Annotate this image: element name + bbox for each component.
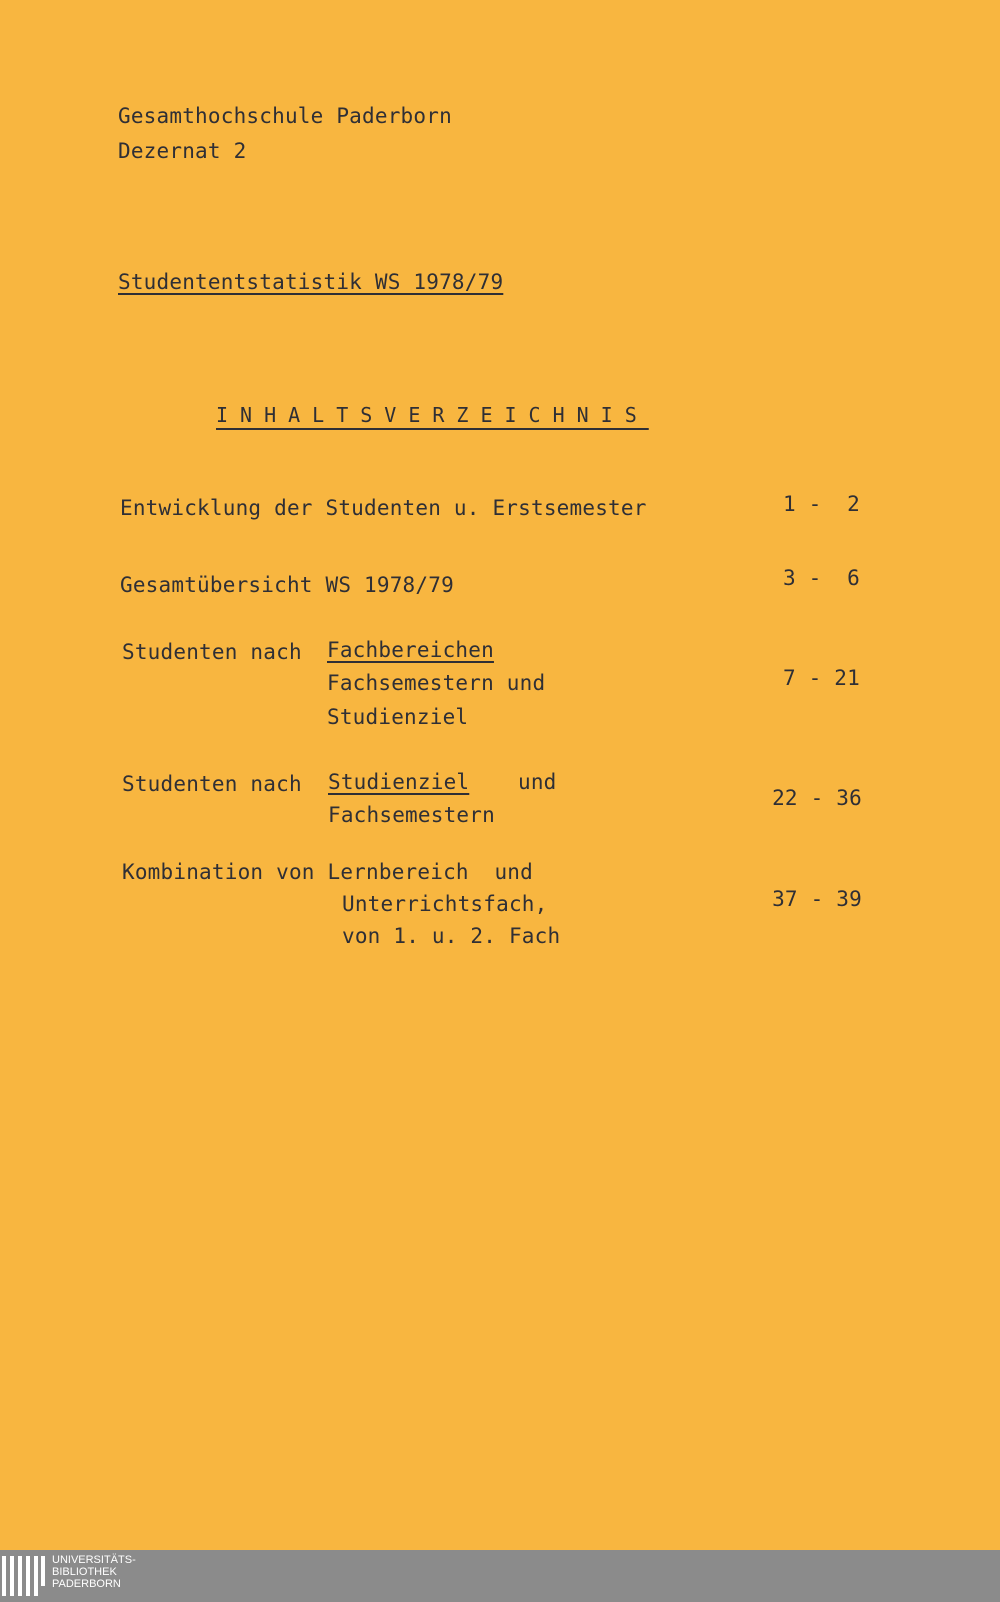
toc-entry-line: Fachsemestern xyxy=(328,803,495,827)
toc-entry-line: von 1. u. 2. Fach xyxy=(342,924,561,948)
toc-entry-text: Entwicklung der Studenten u. Erstsemester xyxy=(120,496,647,520)
toc-entry-pages: 1 - 2 xyxy=(782,492,860,516)
toc-entry-underlined: Fachbereichen xyxy=(327,638,494,662)
toc-entry-line: Fachsemestern und xyxy=(327,671,546,695)
toc-entry-pages: 22 - 36 xyxy=(772,786,862,810)
department-name: Dezernat 2 xyxy=(118,139,247,163)
toc-entry-line: Studienziel xyxy=(327,705,469,729)
toc-heading: INHALTSVERZEICHNIS xyxy=(216,403,649,427)
toc-entry-pages: 37 - 39 xyxy=(772,887,862,911)
toc-entry-lead: Studenten nach xyxy=(122,772,302,796)
toc-entry-line: Kombination von Lernbereich und xyxy=(122,860,533,884)
toc-entry-lead: Studenten nach xyxy=(122,640,302,664)
toc-entry-underlined: Studienziel xyxy=(328,770,470,794)
toc-entry-pages: 7 - 21 xyxy=(782,666,860,690)
document-title: Studententstatistik WS 1978/79 xyxy=(118,270,504,294)
library-logo-icon xyxy=(0,1556,45,1600)
toc-entry-text: Gesamtübersicht WS 1978/79 xyxy=(120,573,454,597)
institution-name: Gesamthochschule Paderborn xyxy=(118,104,452,128)
toc-entry-line: und xyxy=(518,770,557,794)
library-logo-text: UNIVERSITÄTS- BIBLIOTHEK PADERBORN xyxy=(52,1554,136,1590)
toc-entry-pages: 3 - 6 xyxy=(782,566,860,590)
toc-entry-line: Unterrichtsfach, xyxy=(342,892,548,916)
library-footer xyxy=(0,1550,1000,1602)
